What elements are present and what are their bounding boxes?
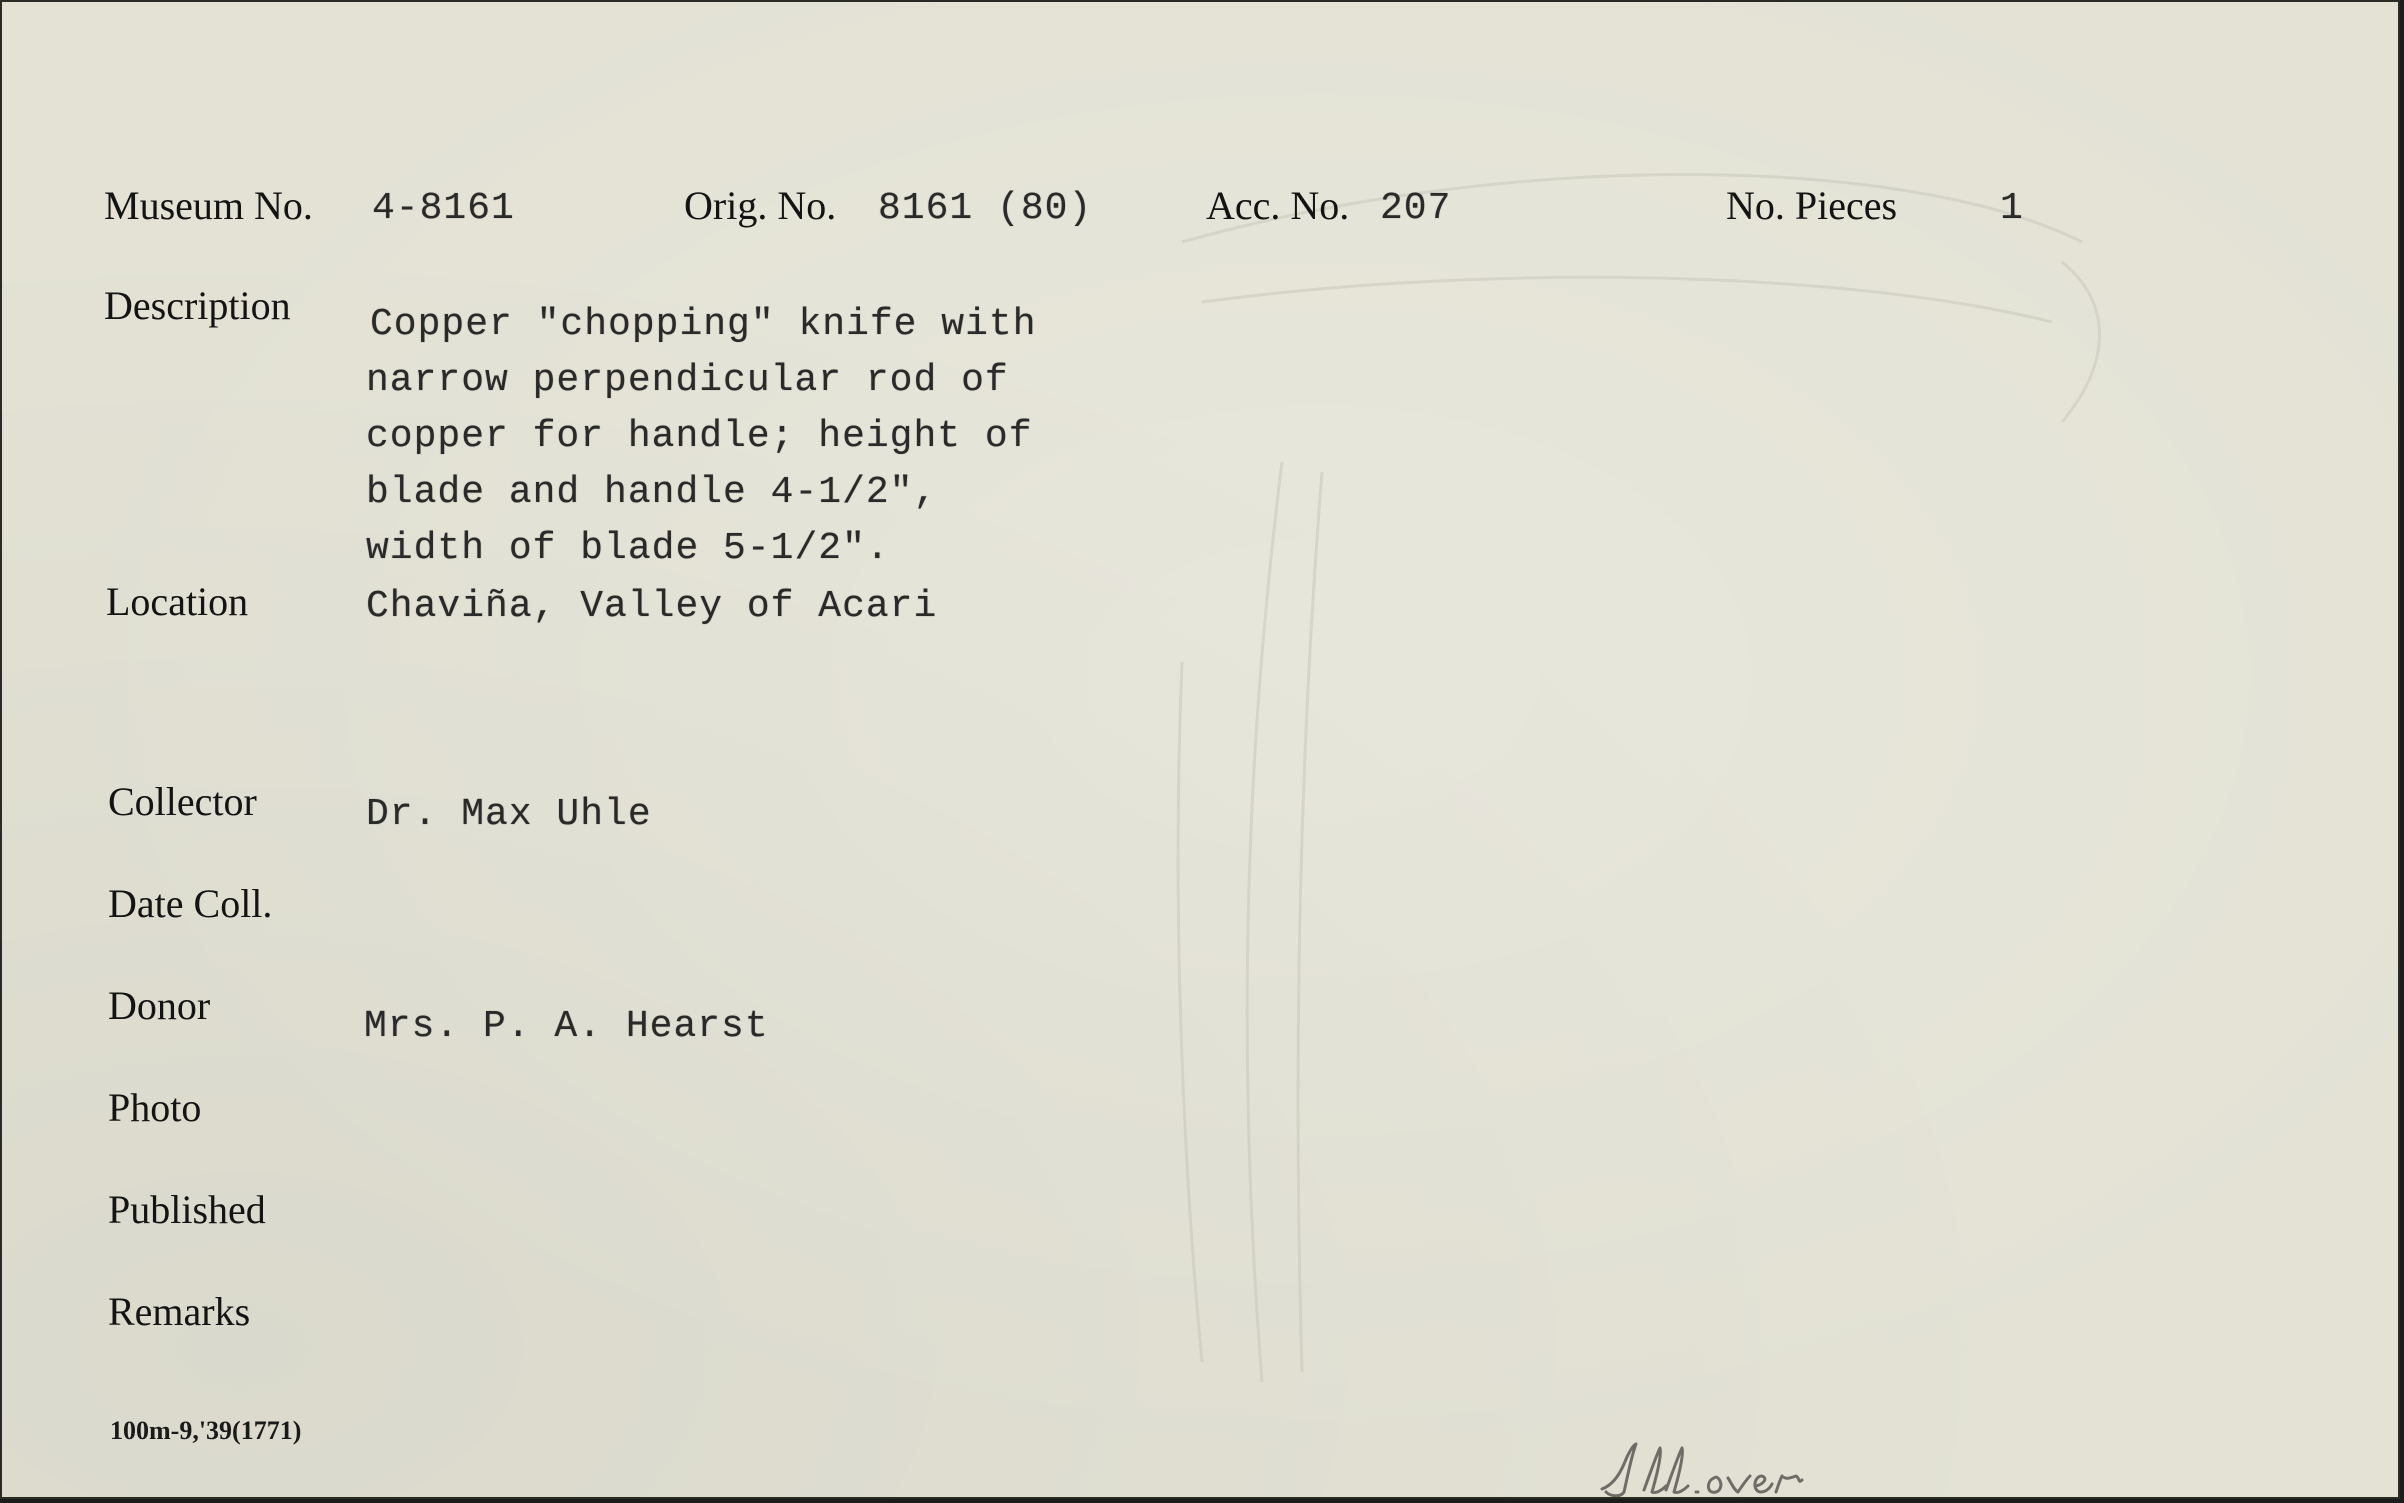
- description-line: width of blade 5-1/2".: [366, 527, 890, 570]
- photo-label: Photo: [108, 1085, 202, 1130]
- no-pieces-label: No. Pieces: [1726, 183, 1898, 228]
- description-line: Copper "chopping" knife with: [370, 303, 1037, 346]
- remarks-label: Remarks: [108, 1289, 251, 1334]
- location-value: Chaviña, Valley of Acari: [366, 585, 938, 628]
- published-label: Published: [108, 1187, 266, 1232]
- donor-value: Mrs. P. A. Hearst: [364, 1005, 769, 1048]
- description-line: copper for handle; height of: [366, 415, 1033, 458]
- handwritten-note: [1592, 1434, 1852, 1499]
- collector-label: Collector: [108, 779, 257, 824]
- collector-value: Dr. Max Uhle: [366, 793, 652, 836]
- no-pieces-value: 1: [2000, 187, 2024, 230]
- date-coll-label: Date Coll.: [108, 881, 273, 926]
- description-line: blade and handle 4-1/2",: [366, 471, 938, 514]
- acc-no-label: Acc. No.: [1206, 183, 1350, 228]
- location-label: Location: [106, 579, 249, 624]
- description-label: Description: [104, 283, 291, 328]
- orig-no-value: 8161 (80): [878, 187, 1093, 230]
- bleed-through-sketch: [2, 2, 2400, 1499]
- acc-no-value: 207: [1380, 187, 1452, 230]
- museum-no-value: 4-8161: [372, 187, 515, 230]
- museum-no-label: Museum No.: [104, 183, 313, 228]
- print-code: 100m-9,'39(1771): [110, 1416, 302, 1445]
- orig-no-label: Orig. No.: [684, 183, 837, 228]
- donor-label: Donor: [108, 983, 211, 1028]
- description-line: narrow perpendicular rod of: [366, 359, 1009, 402]
